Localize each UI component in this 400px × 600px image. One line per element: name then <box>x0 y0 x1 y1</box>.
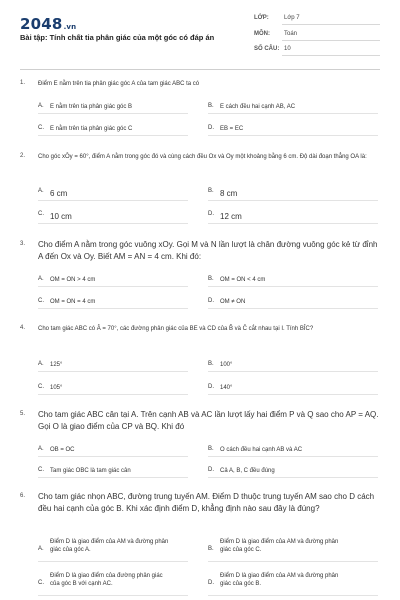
option-3d[interactable]: D. OM ≠ ON <box>208 298 378 309</box>
option-5b[interactable]: B. O cách đều hai cạnh AB và AC <box>208 446 378 457</box>
option-2a[interactable]: A. 6 cm <box>38 188 188 201</box>
option-1b[interactable]: B. E cách đều hai cạnh AB, AC <box>208 103 378 114</box>
question-text: Cho tam giác nhọn ABC, đường trung tuyến AM. Điểm D thuộc trung tuyến AM sao cho D cách đều hai cạnh của góc B. Khi xác định điểm D, khẳng định nào sau đây là đúng? <box>38 492 375 513</box>
question-text: Điểm E nằm trên tia phân giác góc A của tam giác ABC ta có <box>38 81 200 87</box>
question-text: Cho góc xÔy = 60°, điểm A nằm trong góc đó và cùng cách đều Ox và Oy một khoảng bằng 6 cm. Độ dài đoạn thẳng OA là: <box>38 154 367 160</box>
option-1a[interactable]: A. E nằm trên tia phân giác góc B <box>38 103 188 114</box>
option-2d[interactable]: D. 12 cm <box>208 211 378 224</box>
option-3b[interactable]: B. OM = ON < 4 cm <box>208 276 378 287</box>
option-3a[interactable]: A. OM = ON > 4 cm <box>38 276 188 287</box>
question-6: 6. Cho tam giác nhọn ABC, đường trung tuyến AM. Điểm D thuộc trung tuyến AM sao cho D cách đều hai cạnh của góc B. Khi xác định điểm D, khẳng định nào sau đây là đúng? <box>20 491 382 529</box>
question-5: 5. Cho tam giác ABC cân tại A. Trên cạnh AB và AC lần lượt lấy hai điểm P và Q sao cho AP = AQ. Gọi O là giao điểm của CP và BQ. Khi đó <box>20 409 382 435</box>
option-3c[interactable]: C. OM = ON = 4 cm <box>38 298 188 309</box>
question-text: Cho tam giác ABC cân tại A. Trên cạnh AB và AC lần lượt lấy hai điểm P và Q sao cho AP = AQ. Gọi O là giao điểm của CP và BQ. Khi đó <box>38 410 379 431</box>
option-6c[interactable]: C. Điểm D là giao điểm của đường phân giác của góc B với cạnh AC. <box>38 572 188 596</box>
question-1: 1. Điểm E nằm trên tia phân giác góc A của tam giác ABC ta có <box>20 80 382 140</box>
question-text: Cho điểm A nằm trong góc vuông xOy. Gọi M và N lần lượt là chân đường vuông góc kẻ từ đỉnh A đến Ox và Oy. Biết AM = AN = 4 cm. Khi đó: <box>38 240 378 261</box>
meta-question-count: SỐ CÂU: 10 <box>254 46 380 56</box>
option-4c[interactable]: C. 105° <box>38 384 188 395</box>
option-4b[interactable]: B. 100° <box>208 361 378 372</box>
option-5c[interactable]: C. Tam giác OBC là tam giác cân <box>38 467 188 478</box>
question-3: 3. Cho điểm A nằm trong góc vuông xOy. Gọi M và N lần lượt là chân đường vuông góc kẻ từ đỉnh A đến Ox và Oy. Biết AM = AN = 4 cm. Khi đó: <box>20 239 382 265</box>
option-2c[interactable]: C. 10 cm <box>38 211 188 224</box>
option-1d[interactable]: D. EB = EC <box>208 125 378 136</box>
option-2b[interactable]: B. 8 cm <box>208 188 378 201</box>
option-5d[interactable]: D. Cả A, B, C đều đúng <box>208 467 378 478</box>
header-divider <box>20 69 380 70</box>
worksheet-title: Bài tập: Tính chất tia phân giác của một góc có đáp án <box>20 33 215 42</box>
meta-subject: MÔN: Toán <box>254 31 380 41</box>
option-4d[interactable]: D. 140° <box>208 384 378 395</box>
option-4a[interactable]: A. 125° <box>38 361 188 372</box>
option-6a[interactable]: A. Điểm D là giao điểm của AM và đường phân giác của góc A. <box>38 538 188 562</box>
option-1c[interactable]: C. E nằm trên tia phân giác góc C <box>38 125 188 136</box>
question-2: 2. Cho góc xÔy = 60°, điểm A nằm trong góc đó và cùng cách đều Ox và Oy một khoảng bằng 6 cm. Độ dài đoạn thẳng OA là: <box>20 153 382 173</box>
option-5a[interactable]: A. OB = OC <box>38 446 188 457</box>
meta-class: LỚP: Lớp 7 <box>254 15 380 25</box>
question-4: 4. Cho tam giác ABC có Â = 70°, các đường phân giác của BE và CD của B̂ và Ĉ cắt nhau tại I. Tính BÎC? <box>20 325 382 345</box>
question-text: Cho tam giác ABC có Â = 70°, các đường phân giác của BE và CD của B̂ và Ĉ cắt nhau tại I. Tính BÎC? <box>38 326 314 332</box>
option-6d[interactable]: D. Điểm D là giao điểm của AM và đường phân giác của góc B. <box>208 572 378 596</box>
site-logo[interactable]: 2048.vn <box>20 15 77 33</box>
option-6b[interactable]: B. Điểm D là giao điểm của AM và đường phân giác của góc C. <box>208 538 378 562</box>
worksheet-header <box>0 0 400 70</box>
